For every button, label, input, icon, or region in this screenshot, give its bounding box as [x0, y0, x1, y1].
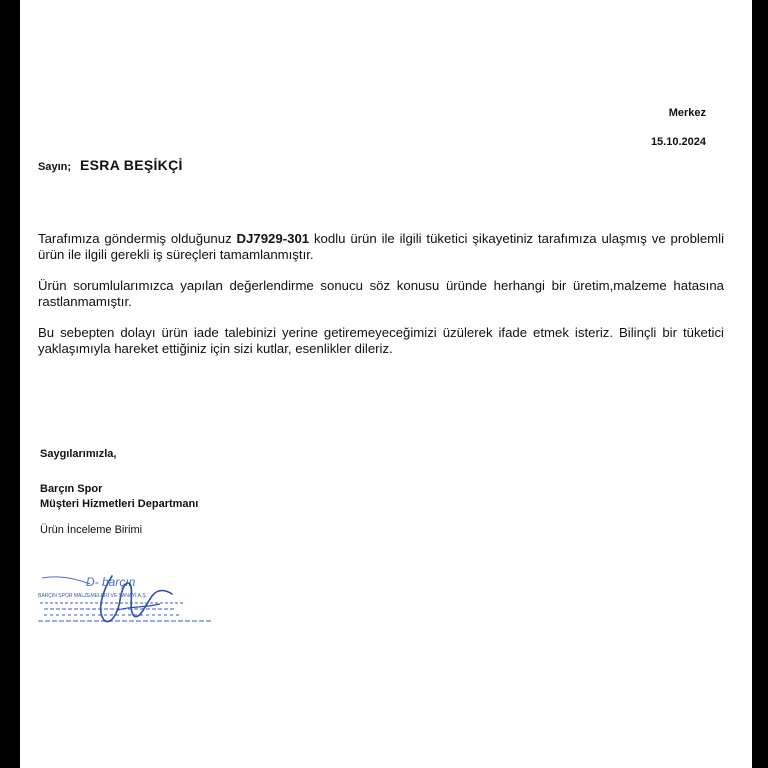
company-name: Barçın Spor — [40, 483, 103, 495]
unit-name: Ürün İnceleme Birimi — [40, 524, 143, 536]
paragraph-complaint-rest: kodlu ürün ile ilgili tüketici şikayetiniz tarafımıza ulaşmış ve problemli ürün ile ilgili gerekli iş süreçleri tamamlanmıştır. — [38, 231, 725, 262]
closing-regards: Saygılarımızla, — [40, 448, 117, 460]
paragraph-complaint-intro: Tarafımıza göndermiş olduğunuz — [38, 231, 237, 246]
salutation-prefix: Sayın; — [38, 161, 72, 173]
letter-page — [20, 0, 752, 768]
letter-date: 15.10.2024 — [650, 136, 706, 148]
stamp-company-line: BARÇIN SPOR MALZEMELERİ VE SANAYİ A.Ş. — [38, 593, 148, 599]
product-code: DJ7929-301 — [236, 231, 310, 246]
office-name: Merkez — [668, 107, 706, 119]
salutation — [38, 157, 183, 173]
stamp-signature-graphic — [34, 570, 216, 626]
department-name: Müşteri Hizmetleri Departmanı — [40, 498, 199, 510]
stamp-logo: D- barçın — [86, 575, 136, 589]
company-stamp — [34, 570, 216, 626]
paragraph-complaint — [38, 231, 724, 263]
paragraph-evaluation: Ürün sorumlularımızca yapılan değerlendirme sonucu söz konusu üründe herhangi bir üretim,malzeme hatasına rastlanmamıştır. — [38, 278, 724, 309]
recipient-name: ESRA BEŞİKÇİ — [80, 157, 183, 173]
paragraph-decision: Bu sebepten dolayı ürün iade talebinizi yerine getiremeyeceğimizi üzülerek ifade etmek isteriz. Bilinçli bir tüketici yaklaşımıyla hareket ettiğiniz için sizi kutlar, esenlikler dileriz. — [38, 325, 724, 356]
